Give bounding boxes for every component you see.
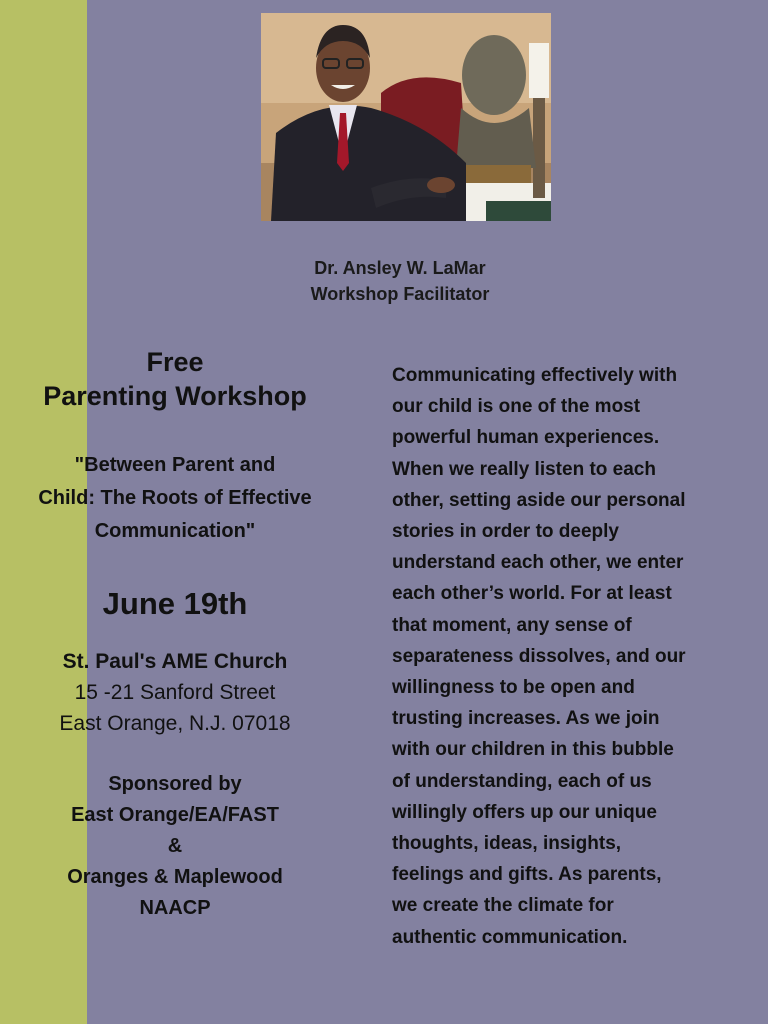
free-label: Free: [146, 347, 204, 377]
description-line: willingness to be open and: [392, 677, 635, 699]
sponsor-org: Oranges & Maplewood: [67, 866, 283, 888]
workshop-title: Parenting Workshop: [43, 381, 307, 411]
description-line: powerful human experiences.: [392, 427, 660, 449]
sponsors: [15, 769, 335, 924]
quote-line: "Between Parent and: [74, 454, 276, 476]
description-line: willingly offers up our unique: [392, 801, 657, 823]
description-line: Communicating effectively with: [392, 365, 678, 386]
description-line: When we really listen to each: [392, 458, 656, 480]
sponsor-org: East Orange/EA/FAST: [71, 804, 279, 826]
quote-line: Child: The Roots of Effective: [38, 487, 312, 509]
description-line: feelings and gifts. As parents,: [392, 864, 662, 886]
description-line: we create the climate for: [392, 895, 614, 917]
sponsor-label: Sponsored by: [108, 773, 242, 795]
sponsor-org: NAACP: [139, 897, 211, 919]
venue-street: 15 -21 Sanford Street: [74, 681, 276, 704]
description-line: trusting increases. As we join: [392, 708, 660, 730]
description-line: separateness dissolves, and our: [392, 645, 686, 667]
event-details: [15, 345, 335, 924]
portrait-photo-icon: [261, 13, 551, 221]
description-line: thoughts, ideas, insights,: [392, 833, 622, 855]
sponsor-amp: &: [167, 835, 183, 857]
photo-caption: [280, 255, 520, 307]
description-line: that moment, any sense of: [392, 614, 632, 636]
description-line: of understanding, each of us: [392, 770, 652, 792]
facilitator-role: Workshop Facilitator: [310, 284, 490, 304]
quote-line: Communication": [94, 520, 256, 542]
description-line: understand each other, we enter: [392, 552, 684, 574]
venue-city: East Orange, N.J. 07018: [59, 712, 291, 735]
facilitator-name: Dr. Ansley W. LaMar: [314, 258, 486, 278]
facilitator-photo: [261, 13, 551, 221]
description-line: each other’s world. For at least: [392, 583, 672, 605]
workshop-description: [392, 360, 732, 953]
venue-name: St. Paul's AME Church: [62, 650, 288, 673]
event-date: June 19th: [102, 586, 248, 621]
workshop-quote: [15, 449, 335, 548]
venue-address: [15, 646, 335, 739]
description-line: our child is one of the most: [392, 396, 641, 418]
description-line: authentic communication.: [392, 926, 628, 948]
description-line: other, setting aside our personal: [392, 489, 686, 511]
description-line: stories in order to deeply: [392, 521, 619, 543]
description-line: with our children in this bubble: [392, 739, 674, 761]
